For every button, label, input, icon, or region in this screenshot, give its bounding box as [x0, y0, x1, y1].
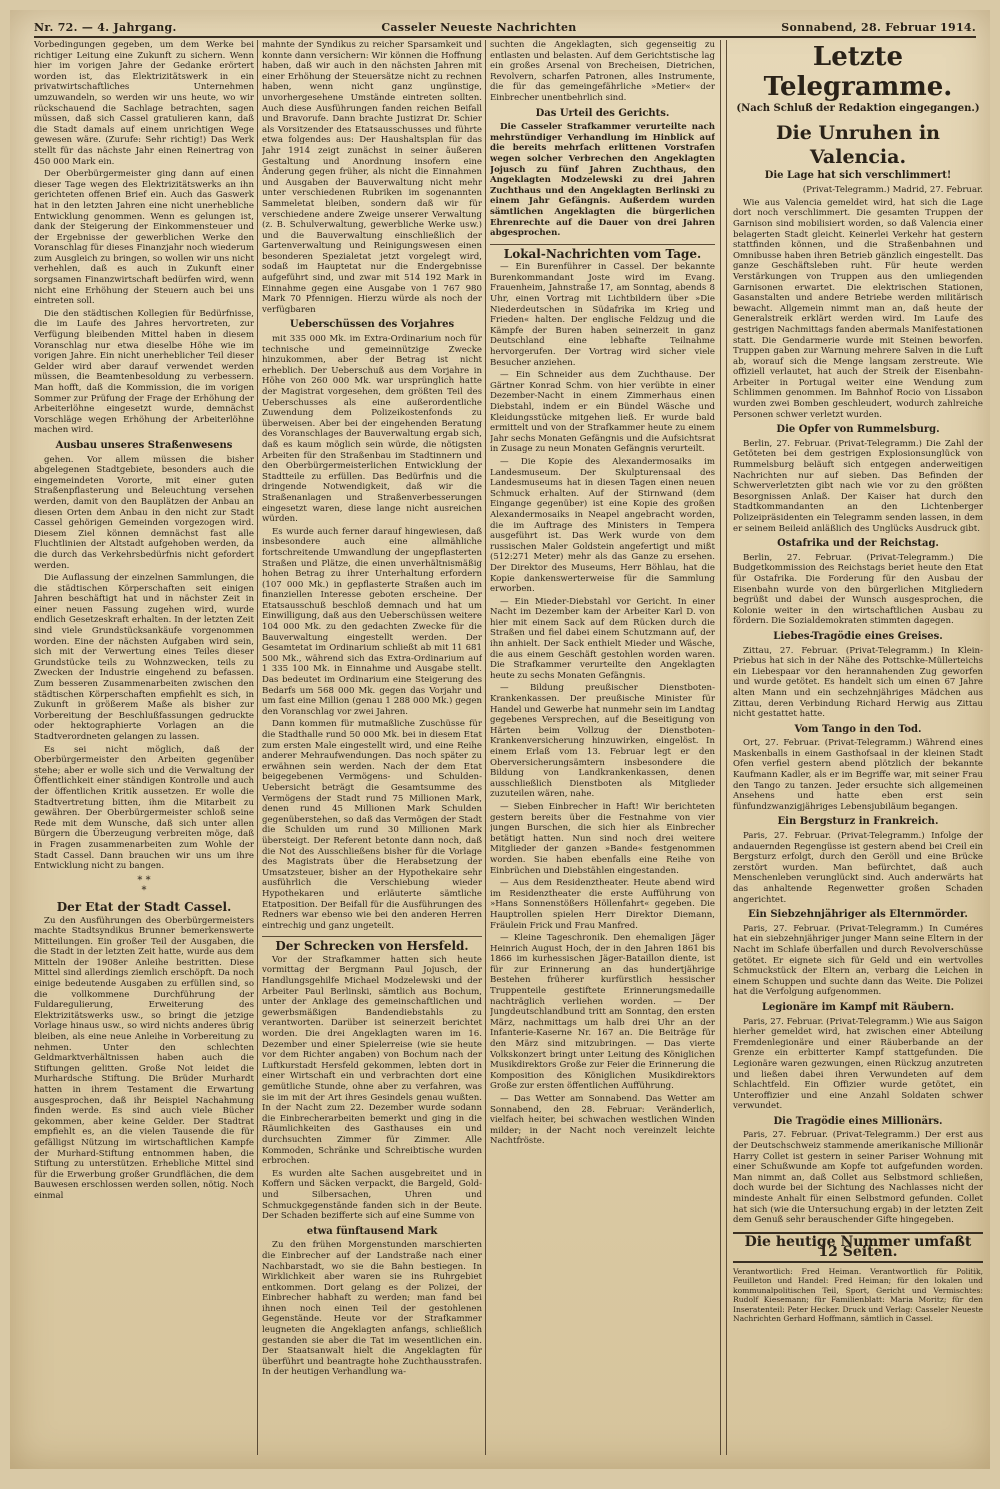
paragraph: Es sei nicht möglich, daß der Oberbürgermeister den Arbeiten gegenüber stehe; aber er wolle sich und die Verwaltung der Öffentlichkeit einer ständigen Kontrolle und auch der öffentlichen Kritik aussetzen. Er wolle die Stadtvertretung bitten, ihm die Mitarbeit zu gewähren. Der Oberbürgermeister schloß seine Rede mit dem Wunsche, daß sich unter allen Bürgern die Überzeugung verbreiten möge, daß in Fragen zusammenarbeiten zum Wohle der Stadt Cassel. Dann brauchen wir uns um ihre Entwicklung nicht zu bangen.: [34, 744, 254, 872]
paragraph: Die den städtischen Kollegien für Bedürfnisse, die im Laufe des Jahres hervortreten, zur Verfügung bleibenden Mittel haben in diesem Voranschlag nur etwa dieselbe Höhe wie im vorigen Jahre. Ein nicht unerheblicher Teil dieser Gelder wird aber darauf verwendet werden müssen, die Beamtenbesoldung zu verbessern. Man hofft, daß die Kommission, die im vorigen Sommer zur Prüfung der Frage der Erhöhung der Arbeiterlöhne eingesetzt wurde, demnächst Vorschläge wegen Erhöhung der Arbeiterlöhne machen wird.: [34, 308, 254, 436]
paragraph: Die Casseler Strafkammer verurteilte nach mehrstündiger Verhandlung im Hinblick auf die bereits mehrfach erlittenen Vorstrafen wegen solcher Verbrechen den Angeklagten Jojusch zu fünf Jahren Zuchthaus, den Angeklagten Modzelewski zu drei Jahren Zuchthaus und den Angeklagten Berlinski zu einem Jahr Gefängnis. Außerdem wurden sämtlichen Angeklagten die bürgerlichen Ehrenrechte auf die Dauer von drei Jahren abgesprochen.: [490, 122, 715, 239]
paragraph: gehen. Vor allem müssen die bisher abgelegenen Stadtgebiete, besonders auch die eingemeindeten Vororte, mit einer guten Straßenpflasterung und Beleuchtung versehen werden, damit von den Bauplätzen der Anbau an diesen Orten dem Anbau in den nicht zur Stadt Cassel gehörigen Gemeinden vorgezogen wird. Diesem Ziel können demnächst fast alle Fluchtlinien der Altstadt aufgehoben werden, da die durch das Verkehrsbedürfnis nicht gefordert werden.: [34, 454, 254, 571]
section-heading: Legionäre im Kampf mit Räubern.: [761, 1001, 955, 1013]
paragraph: Paris, 27. Februar. (Privat-Telegramm.) Infolge der andauernden Regengüsse ist gestern abend bei Creil ein Bergsturz erfolgt, durch den Geröll und eine Brücke zerstört wurden. Man befürchtet, daß auch Menschenleben verunglückt sind. Auch anderwärts hat das anhaltende Regenwetter großen Schaden angerichtet.: [733, 831, 983, 905]
paragraph: Dann kommen für mutmaßliche Zuschüsse für die Stadthalle rund 50 000 Mk. bei in diesem Etat zum ersten Male eingestellt wird, und eine Reihe anderer Mehraufwendungen. Das noch später zu erwähnen sein werden. Nach der dem Etat beigegebenen Vermögens- und Schulden-Uebersicht beträgt die Gesamtsumme des Vermögens der Stadt rund 75 Millionen Mark, denen rund 45 Millionen Mark Schulden gegenüberstehen, so daß das Vermögen der Stadt die Schulden um rund 30 Millionen Mark übersteigt. Der Referent betonte dann noch, daß die Not des Ausschließens bisher für die Vorlage des Magistrats über die Herabsetzung der Umsatzsteuer, bisher an der Hypothekaire sehr ausführlich die Verschiebung wieder Hypothekaren und erläuterte sämtliche Etatposition. Der Beifall für die Ausführungen des Redners war ebenso wie bei den anderen Herren eintrechig und ganz ungeteilt.: [262, 719, 482, 931]
section-heading: etwa fünftausend Mark: [306, 1225, 438, 1237]
section-heading: Ein Bergsturz in Frankreich.: [777, 816, 939, 828]
masthead: [34, 18, 976, 38]
paragraph: — Ein Schneider aus dem Zuchthause. Der Gärtner Konrad Schm. von hier verübte in einer Dezember-Nacht in einem Zimmerhaus einen Diebstahl, indem er ein Bündel Wäsche und Kleidungsstücke mitgehen ließ. Er wurde bald ermittelt und von der Strafkammer heute zu einem Jahr sechs Monaten Gefängnis und die Aufsichtsrat in Zusage zu neun Monaten Gefängnis verurteilt.: [490, 370, 715, 455]
telegrams-subtitle: (Nach Schluß der Redaktion eingegangen.): [736, 103, 980, 114]
paragraph: Ort, 27. Februar. (Privat-Telegramm.) Während eines Maskenballs in einem Gasthofsaal in der kleinen Stadt Ofen verfiel gestern abend plötzlich der bekannte Kaufmann Kadler, als er im Begriffe war, mit seiner Frau den Tango zu tanzen. Jeder ersuchte sich allgemeinen Ansehens und hatte eben erst sein fünfundzwanzigjähriges Lebensjubiläum begangen.: [733, 738, 983, 812]
paragraph: Vorbedingungen gegeben, um dem Werke bei richtiger Leitung eine Zukunft zu sichern. Wenn hier im vorigen Jahre der Gedanke erörtert worden ist, das Elektrizitätswerk in ein privatwirtschaftliches Unternehmen umzuwandeln, so werden wir uns heute, wo wir rückschauend die Sachlage betrachten, sagen müssen, daß sich Cassel gratulieren kann, daß die Stadt damals auf einem unrichtigen Wege gewesen wäre. (Zurufe: Sehr richtig!) Das Werk stellt für das nächste Jahr einen Reinertrag von 450 000 Mark ein.: [34, 40, 254, 167]
paragraph: Paris, 27. Februar. (Privat-Telegramm.) Der erst aus der Deutschschweiz stammende amerikanische Millionär Harry Collet ist gestern in seiner Pariser Wohnung mit einer Schußwunde am Kopfe tot aufgefunden worden. Man nimmt an, daß Collet aus Selbstmord schließen, doch wurde bei der Sichtung des Nachlasses nicht der mindeste Anhalt für einen Selbstmord gefunden. Collet hat sich (wie die Untersuchung ergab) in der letzten Zeit dem Genuß sehr berauschender Gifte hingegeben.: [733, 1130, 983, 1226]
paragraph: Berlin, 27. Februar. (Privat-Telegramm.) Die Budgetkommission des Reichstags beriet heute den Etat für Ostafrika. Die Forderung für den Ausbau der Eisenbahn wurde von den bürgerlichen Mitgliedern begrüßt und dabei der Wunsch ausgesprochen, die Kolonie weiter in den wirtschaftlichen Ausbau zu fördern. Die Sozialdemokraten stimmten dagegen.: [733, 552, 983, 627]
paragraph: — Das Wetter am Sonnabend. Das Wetter am Sonnabend, den 28. Februar: Veränderlich, vielfach heiter, bei schwachen westlichen Winden milder; in der Nacht noch vereinzelt leichte Nachtfröste.: [490, 1094, 715, 1147]
section-heading: Das Urteil des Gerichts.: [535, 107, 670, 119]
page-count-notice: Die heutige Nummer umfaßt 12 Seiten.: [733, 1232, 983, 1263]
paragraph: — Bildung preußischer Dienstboten-Krankenkassen. Der preußische Minister für Handel und Gewerbe hat nunmehr sein im Landtag gegebenes Versprechen, auf die Beseitigung von Härten beim Vollzug der Dienstboten-Krankenversicherung hinzuwirken, eingelöst. In einem Erlaß vom 13. Februar legt er den Oberversicherungsämtern insbesondere die Bildung von Landkrankenkassen, denen ausschließlich Dienstboten als Mitglieder zuzuteilen wären, nahe.: [490, 683, 715, 800]
paragraph: Zittau, 27. Februar. (Privat-Telegramm.) In Klein-Priebus hat sich in der Nähe des Pottschke-Müllerteichs ein Liebespaar vor den herannahenden Zug geworfen und wurde getötet. Es handelt sich um einen 67 Jahre alten Mann und ein sechzehnjähriges Mädchen aus Zittau, deren Verbindung Richard Herwig aus Zittau nicht gestattet hatte.: [733, 645, 983, 720]
paragraph: Zu den frühen Morgenstunden marschierten die Einbrecher auf der Landstraße nach einer Nachbarstadt, wo sie die Bahn bestiegen. In Wirklichkeit aber waren sie ins Ruhrgebiet entkommen. Dort gelang es der Polizei, der Einbrecher habhaft zu werden; man fand bei ihnen noch einen Teil der gestohlenen Gegenstände. Heute vor der Strafkammer leugneten die Angeklagten anfangs, schließlich gestanden sie aber die Tat im wesentlichen ein. Der Staatsanwalt hielt die Angeklagten für überführt und beantragte hohe Zuchthausstrafen. In der heutigen Verhandlung wa-: [262, 1240, 482, 1378]
column-rule: [720, 40, 721, 1455]
paragraph: Zu den Ausführungen des Oberbürgermeisters machte Stadtsyndikus Brunner bemerkenswerte Mitteilungen. Ein großer Teil der Ausgaben, die die Stadt in der letzten Zeit hatte, wurde aus dem Mitteln der 1908er Anleihe bestritten. Diese Mittel sind allerdings ziemlich erschöpft. Da noch einige bedeutende Ausgaben zu erfüllen sind, so die vollkommene Durchführung der Fuldaregulierung, Erweiterung des Elektrizitätswerks usw., so bringt die jetzige Vorlage hinaus usw., so wird nichts anderes übrig bleiben, als eine neue Anleihe in Vorbereitung zu nehmen. Unter den schlechten Geldmarktverhältnissen haben auch die Stiftungen gelitten. Große Not leidet die Murhardsche Stiftung. Die Brüder Murhardt hatten in ihrem Testament die Erwartung ausgesprochen, daß ihr Beispiel Nachahmung finden werde. Es sind auch viele Bücher gekommen, aber keine Gelder. Der Stadtrat empfiehlt es, an die vielen Tausende die für gefälligst Nützung im wirtschaftlichen Kampfe der Murhard-Stiftung entnommen haben, die Stiftung zu unterstützen. Erhebliche Mittel sind für die Erwerbung großer Grundflächen, die dem Bauwesen erschlossen werden sollen, nötig. Noch einmal: [34, 915, 254, 1201]
article-subheadline: Die Lage hat sich verschlimmert!: [764, 169, 952, 181]
issue-number: Nr. 72. — 4. Jahrgang.: [34, 20, 177, 34]
telegrams-title: Letzte Telegramme.: [763, 42, 953, 102]
paragraph: Vor der Strafkammer hatten sich heute vormittag der Bergmann Paul Jojusch, der Handlungsgehilfe Michael Modzelewski und der Arbeiter Paul Berlinski, sämtlich aus Bochum, unter der Anklage des gemeinschaftlichen und gewerbsmäßigen Bandendiebstahls zu verantworten. Darüber ist seinerzeit berichtet worden. Die drei Angeklagten waren im 16. Dezember und einer Spielerreise (wie sie heute vor dem Richter angaben) von Bochum nach der Luftkurstadt Hersfeld gekommen, lebten dort in einer Wirtschaft ein und verbrachten dort eine gemütliche Stunde, ohne aber zu verfahren, was sie im mit der Art ihres Gesindels genau wußten. In der Nacht zum 22. Dezember wurde sodann die Einbrecherarbeiten bemerkt und ging in die Räumlichkeiten des Gasthauses ein und durchsuchten Zimmer für Zimmer. Alle Kommoden, Schränke und Schreibtische wurden erbrochen.: [262, 954, 482, 1167]
paragraph: — Aus dem Residenztheater. Heute abend wird im Residenztheater die erste Aufführung von »Hans Sonnenstößers Höllenfahrt« gegeben. Die Hauptrollen spielen Herr Direktor Diemann, Fräulein Frick und Frau Manfred.: [490, 878, 715, 931]
paragraph: mahnte der Syndikus zu reicher Sparsamkeit und konnte dann versichern: Wir können die Hoffnung haben, daß wir auch in den nächsten Jahren mit einer Erhöhung der Steuersätze nicht zu rechnen haben, wenn nicht ganz ungünstige, unvorhergesehene Umstände eintreten sollten. Auch diese Ausführungen fanden reichen Beifall und Bravorufe. Dann brachte Justizrat Dr. Schier als Vorsitzender des Etatsausschusses und führte etwa folgendes aus: Der Haushaltsplan für das Jahr 1914 zeigt zunächst in seiner äußeren Gestaltung und Anordnung insofern eine Änderung gegen früher, als nicht die Einnahmen und Ausgaben der Bauverwaltung nicht mehr unter verschiedenen Rubriken im sogenannten Sammeletat bleiben, sondern daß wir für verschiedene andere Zweige unserer Verwaltung (z. B. Schulverwaltung, gewerbliche Werke usw.) und die Bauverwaltung einschließlich der Gartenverwaltung und Reinigungswesen einen besonderen Spezialetat jetzt vorgelegt wird, sodaß im Hauptetat nur die Endergebnisse aufgeführt sind, und zwar mit 514 192 Mark in Einnahme gegen eine Ausgabe von 1 767 980 Mark 70 Pfennigen. Hierzu würde als noch der verfügbaren: [262, 40, 482, 315]
paragraph: Wie aus Valencia gemeldet wird, hat sich die Lage dort noch verschlimmert. Die gesamten Truppen der Garnison sind mobilisiert worden, so daß Valencia einer belagerten Stadt gleicht. Keinerlei Verkehr hat gestern stattfinden können, und die Straßenbahnen und Omnibusse haben ihren Betrieb gänzlich eingestellt. Das ganze Geschäftsleben ruht. Für heute werden Verstärkungen von Truppen aus den umliegenden Garnisonen erwartet. Die elektrischen Stationen, Gasanstalten und andere Betriebe werden militärisch bewacht. Allgemein nimmt man an, daß heute der Generalstreik erklärt werden wird. Im Laufe des gestrigen Nachmittags fanden abermals Manifestationen statt. Die Gendarmerie wurde mit Steinen beworfen. Truppen gaben zur Warnung mehrere Salven in die Luft ab, worauf sich die Menge langsam zerstreute. Wie offiziell verlautet, hat auch der Streik der Eisenbahn-Arbeiter in Portugal weiter eine Wendung zum Schlimmen genommen. Im Bahnhof Rocio von Lissabon wurden zwei Bomben geschleudert, wodurch zahlreiche Personen schwer verletzt wurden.: [733, 197, 983, 420]
column-3: [490, 40, 715, 1455]
newspaper-page: [10, 10, 990, 1469]
paragraph: Die Auflassung der einzelnen Sammlungen, die die städtischen Körperschaften seit einigen Jahren beschäftigt hat und in nächster Zeit in einer neuen Fassung zugehen wird, wurde endlich Gesetzeskraft erhalten. In der letzten Zeit sind viele Grundstücksankäufe vorgenommen worden. Eine der nächsten Aufgaben wird sein, sich mit der Verwertung eines Teiles dieser Grundstücke teils zu Wohnzwecken, teils zu Zwecken der Industrie eingehend zu befassen. Zum besseren Zusammenarbeiten zwischen den städtischen Körperschaften empfiehlt es sich, in Zukunft in größerem Maße als bisher zur Vorbereitung der Beschlußfassungen gedruckte oder hektographierte Vorlagen an die Stadtverordneten gelangen zu lassen.: [34, 573, 254, 742]
paragraph: — Sieben Einbrecher in Haft! Wir berichteten gestern bereits über die Festnahme von vier jungen Burschen, die sich hier als Einbrecher betätigt hatten. Nun sind noch drei weitere Mitglieder der ganzen »Bande« festgenommen worden. Sie haben ebenfalls eine Reihe von Einbrüchen und Diebstählen eingestanden.: [490, 801, 715, 876]
paragraph: Der Oberbürgermeister ging dann auf einen dieser Tage wegen des Elektrizitätswerks an ihn gerichteten offenen Brief ein. Auch das Gaswerk hat in den letzten Jahren eine nicht unerhebliche Entwicklung genommen. Wenn es gelungen ist, dank der Steigerung der Einkommensteuer und der Ergebnisse der gewerblichen Werke den Voranschlag für dieses Finanzjahr noch wiederum zum Ausgleich zu bringen, so wollen wir uns nicht verhehlen, daß es auch in Zukunft einer sorgsamen Finanzwirtschaft bedürfen wird, wenn nicht eine Erhöhung der Steuern auch bei uns eintreten soll.: [34, 169, 254, 307]
dateline: (Privat-Telegramm.) Madrid, 27. Februar.: [802, 185, 983, 196]
paragraph: — Kleine Tageschronik. Den ehemaligen Jäger Heinrich August Hoch, der in den Jahren 1861 bis 1866 im kurhessischen Jäger-Bataillon diente, ist für zur Erinnerung an das hundertjährige Bestehen früherer kurfürstlich hessischer Truppenteile gestiftete Erinnerungsmedaille nachträglich verliehen worden. — Der Jungdeutschlandbund tritt am Sonntag, den ersten März, nachmittags um halb drei Uhr an der Infanterie-Kaserne Nr. 167 an. Die Beiträge für den März sind mitzubringen. — Das vierte Volkskonzert bringt unter Leitung des Königlichen Musikdirektors Große zur Feier die Erinnerung die Komposition des Königlichen Musikdirektors Große zur ersten öffentlichen Aufführung.: [490, 933, 715, 1092]
section-heading: Vom Tango in den Tod.: [794, 723, 922, 735]
section-heading: Liebes-Tragödie eines Greises.: [773, 630, 943, 642]
issue-date: Sonnabend, 28. Februar 1914.: [781, 20, 976, 34]
paragraph: — Ein Mieder-Diebstahl vor Gericht. In einer Nacht im Dezember kam der Arbeiter Karl D. von hier mit einem Sack auf dem Rücken durch die Straßen und fiel dabei einem Schutzmann auf, der ihn anhielt. Der Sack enthielt Mieder und Wäsche, die aus einem Geschäft gestohlen worden waren. Die Strafkammer verurteilte den Angeklagten heute zu sechs Monaten Gefängnis.: [490, 596, 715, 681]
column-rule: [257, 40, 258, 1455]
paragraph: Paris, 27. Februar. (Privat-Telegramm.) Wie aus Saigon hierher gemeldet wird, hat zwischen einer Abteilung Fremdenlegionäre und einer Räuberbande an der Grenze ein erbitterter Kampf stattgefunden. Die Legionäre waren gezwungen, einen Rückzug anzutreten und ließen dabei ihren Verwundeten auf dem Schlachtfeld. Ein Offizier wurde getötet, ein Unteroffizier und eine Anzahl Soldaten schwer verwundet.: [733, 1016, 983, 1112]
section-heading: Die Tragödie eines Millionärs.: [773, 1115, 943, 1127]
paragraph: Es wurde auch ferner darauf hingewiesen, daß insbesondere auch eine allmähliche fortschreitende Umwandlung der ungepflasterten Straßen und Plätze, die einen unverhältnismäßig hohen Betrag zu ihrer Unterhaltung erfordern (107 000 Mk.) in gepflasterte Straßen auch im finanziellen Interesse geboten erscheine. Der Etatsausschuß beschloß demnach und hat um Einwilligung, daß aus den Ueberschüssen weitere 104 000 Mk. zu den gedachten Zwecke für die Bauverwaltung eingestellt werden. Der Gesamtetat im Ordinarium schließt ab mit 11 681 500 Mk., während sich das Extra-Ordinarium auf 1 335 100 Mk. in Einnahme und Ausgabe stellt. Das bedeutet im Ordinarium eine Steigerung des Bedarfs um 568 000 Mk. gegen das Vorjahr und um fast eine Million (genau 1 288 000 Mk.) gegen den Voranschlag vor zwei Jahren.: [262, 526, 482, 717]
column-1: [34, 40, 254, 1455]
paragraph: — Ein Burenführer in Cassel. Der bekannte Burenkommandant Joste wird im Evang. Frauenheim, Jahnstraße 17, am Sonntag, abends 8 Uhr, einen Vortrag mit Lichtbildern über »Die Niederdeutschen in Südafrika im Krieg und Frieden« halten. Der englische Feldzug und die Kämpfe der Buren haben seinerzeit in ganz Deutschland eine lebhafte Teilnahme hervorgerufen. Der Vortrag wird sicher viele Besucher anziehen.: [490, 262, 715, 368]
article-headline: Der Schrecken von Hersfeld.: [262, 936, 482, 952]
paragraph: Paris, 27. Februar. (Privat-Telegramm.) In Cuméres hat ein siebzehnjähriger junger Mann seine Eltern in der Nacht im Schlafe überfallen und durch Revolverschüsse getötet. Er eignete sich für Geld und ein wertvolles Schmuckstück der Eltern an, verbarg die Leichen in einem Schuppen und suchte dann das Weite. Die Polizei hat die Verfolgung aufgenommen.: [733, 923, 983, 998]
section-heading: Die Opfer von Rummelsburg.: [776, 424, 940, 436]
section-heading: Ueberschüssen des Vorjahres: [289, 319, 455, 331]
imprint: Verantwortlich: Fred Heiman. Verantwortlich für Politik, Feuilleton und Handel: Fred Heiman; für den lokalen und kommunalpolitischen Teil, Sport, Gericht und Vermischtes: Rudolf Kiesemann; für Familienblatt: Maria Moritz; für den Inseratenteil: Peter Hecker. Druck und Verlag: Casseler Neueste Nachrichten Gerhard Hoffmann, sämtlich in Cassel.: [733, 1267, 983, 1324]
column-rule: [485, 40, 486, 1455]
section-heading: Ausbau unseres Straßenwesens: [55, 439, 233, 451]
paragraph: Berlin, 27. Februar. (Privat-Telegramm.) Die Zahl der Getöteten bei dem gestrigen Explosionsunglück von Rummelsburg beläuft sich entgegen anderweitigen Nachrichten nur auf sieben. Das Befinden der Schwerverletzten gibt nach wie vor zu den größten Besorgnissen Anlaß. Der Kaiser hat durch den Stadtkommandanten an den Lichtenberger Polizeipräsidenten ein Telegramm senden lassen, in dem er seinem Beileid anläßlich des Unglücks Ausdruck gibt.: [733, 438, 983, 534]
paragraph: suchten die Angeklagten, sich gegenseitig zu entlasten und belasten. Auf dem Gerichtstische lag ein großes Arsenal von Brecheisen, Dietrichen, Revolvern, scharfen Patronen, alles Instrumente, die für das gemeingefährliche »Metier« der Einbrecher unentbehrlich sind.: [490, 40, 715, 103]
section-heading: Ostafrika und der Reichstag.: [777, 538, 939, 550]
article-headline: Lokal-Nachrichten vom Tage.: [490, 244, 715, 260]
article-headline: Die Unruhen in Valencia.: [776, 121, 940, 168]
paragraph: Es wurden alte Sachen ausgebreitet und in Koffern und Säcken verpackt, die Bargeld, Gold- und Silbersachen, Uhren und Schmuckgegenstände fanden sich in der Beute. Der Schaden bezifferte sich auf eine Summe von: [262, 1168, 482, 1222]
section-divider: * * *: [137, 874, 151, 897]
paragraph: mit 335 000 Mk. im Extra-Ordinarium noch für technische und gemeinnützige Zwecke hinzukommen, aber der Betrag ist nicht erheblich. Der Ueberschuß aus dem Vorjahre in Höhe von 260 000 Mk. war ursprünglich hatte der Magistrat vorgesehen, dem größten Teil des Ueberschusses als eine außerordentliche Zuwendung dem Polizeikostenfonds zu überweisen. Aber bei der eingehenden Beratung des Voranschlages der Bauverwaltung ergab sich, daß es kaum möglich sein würde, die nötigsten Arbeiten für den Straßenbau im Stadtinnern und den Oberbürgermeisterlichen Entwicklung der Stadtteile zu erfüllen. Das Bedürfnis und die dringende Notwendigkeit, daß wir die Straßenanlagen und Straßenverbesserungen eingesetzt waren, diese lange nicht ausreichen würden.: [262, 334, 482, 525]
column-4-telegrams: [726, 40, 983, 1455]
article-headline: Der Etat der Stadt Cassel.: [56, 899, 232, 914]
section-heading: Ein Siebzehnjähriger als Elternmörder.: [748, 909, 968, 921]
column-2: [262, 40, 482, 1455]
paragraph: — Die Kopie des Alexandermosaiks im Landesmuseum. Der Skulpturensaal des Landesmuseums hat in diesen Tagen einen neuen Schmuck erhalten. Auf der Stirnwand (dem Eingange gegenüber) ist eine Kopie des großen Alexandermosaiks in Neapel angebracht worden, die im Auftrage des Ministers in Tempera ausgeführt ist. Das Werk wurde von dem russischen Maler Goldstein angefertigt und mißt (512:271 Meter) mehr als das Ganze zu ersehen. Der Direktor des Museums, Herr Böhlau, hat die Kopie dankenswerterweise für die Sammlung erworben.: [490, 456, 715, 595]
newspaper-name: Casseler Neueste Nachrichten: [381, 20, 577, 34]
